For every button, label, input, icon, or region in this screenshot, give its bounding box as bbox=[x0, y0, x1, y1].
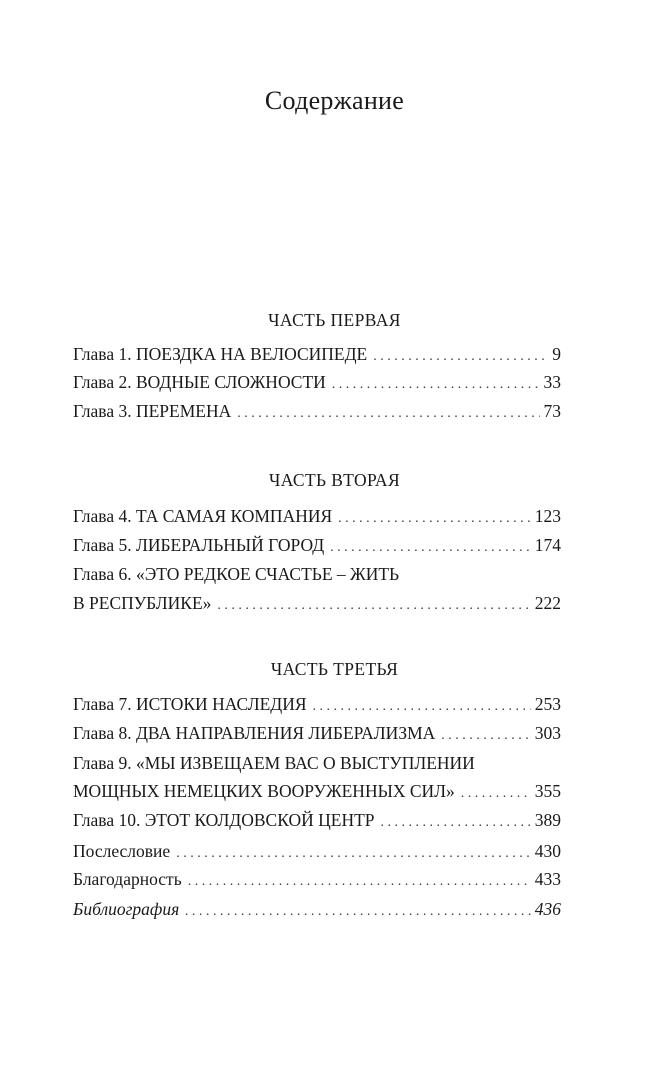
toc-entry-page: 430 bbox=[534, 841, 561, 861]
dot-leader bbox=[373, 346, 548, 368]
part-heading: ЧАСТЬ ТРЕТЬЯ bbox=[270, 659, 399, 679]
toc-entry-page: 33 bbox=[543, 372, 561, 392]
toc-entry bbox=[73, 592, 561, 617]
toc-entry-label: МОЩНЫХ НЕМЕЦКИХ ВООРУЖЕННЫХ СИЛ» bbox=[73, 781, 455, 801]
toc-entry-page: 174 bbox=[534, 535, 561, 555]
dot-leader bbox=[313, 696, 531, 718]
toc-entry-page: 123 bbox=[534, 506, 561, 526]
dot-leader bbox=[237, 403, 539, 425]
toc-entry bbox=[73, 534, 561, 559]
toc-entry-page: 253 bbox=[534, 694, 561, 714]
toc-entry-page: 303 bbox=[534, 723, 561, 743]
toc-entry-label: Глава 1. ПОЕЗДКА НА ВЕЛОСИПЕДЕ bbox=[73, 344, 368, 364]
toc-entry bbox=[73, 809, 561, 834]
toc-entry bbox=[73, 780, 561, 805]
toc-entry-page: 73 bbox=[543, 401, 561, 421]
toc-entry bbox=[73, 898, 561, 923]
toc-entry-label-line1: Глава 9. «МЫ ИЗВЕЩАЕМ ВАС О ВЫСТУПЛЕНИИ bbox=[73, 753, 475, 773]
toc-entry bbox=[73, 371, 561, 396]
toc-entry-label: Послесловие bbox=[73, 841, 171, 861]
toc-entry-page: 222 bbox=[534, 593, 561, 613]
dot-leader bbox=[185, 901, 531, 923]
dot-leader bbox=[338, 508, 531, 530]
toc-entry bbox=[73, 722, 561, 747]
toc-entry bbox=[73, 840, 561, 865]
dot-leader bbox=[461, 783, 531, 805]
toc-entry-page: 436 bbox=[534, 899, 561, 919]
dot-leader bbox=[188, 871, 531, 893]
toc-entry-label: Глава 3. ПЕРЕМЕНА bbox=[73, 401, 232, 421]
toc-entry bbox=[73, 343, 561, 368]
toc-entry-label: Глава 2. ВОДНЫЕ СЛОЖНОСТИ bbox=[73, 372, 326, 392]
toc-entry-page: 9 bbox=[552, 344, 561, 364]
toc-entry-label: Глава 7. ИСТОКИ НАСЛЕДИЯ bbox=[73, 694, 307, 714]
toc-entry-label: Глава 4. ТА САМАЯ КОМПАНИЯ bbox=[73, 506, 333, 526]
toc-entry-label: Глава 10. ЭТОТ КОЛДОВСКОЙ ЦЕНТР bbox=[73, 810, 375, 830]
toc-entry bbox=[73, 693, 561, 718]
toc-entry-label-line1: Глава 6. «ЭТО РЕДКОЕ СЧАСТЬЕ – ЖИТЬ bbox=[73, 564, 400, 584]
toc-entry-label: Библиография bbox=[73, 899, 180, 919]
toc-entry-label: Благодарность bbox=[73, 869, 182, 889]
toc-entry-page: 389 bbox=[534, 810, 561, 830]
dot-leader bbox=[381, 812, 531, 834]
dot-leader bbox=[330, 537, 531, 559]
toc-entry-label: Глава 8. ДВА НАПРАВЛЕНИЯ ЛИБЕРАЛИЗМА bbox=[73, 723, 436, 743]
dot-leader bbox=[332, 374, 540, 396]
page-title: Содержание bbox=[264, 86, 405, 115]
dot-leader bbox=[441, 725, 530, 747]
part-heading: ЧАСТЬ ПЕРВАЯ bbox=[268, 310, 401, 330]
toc-entry-page: 433 bbox=[534, 869, 561, 889]
toc-entry bbox=[73, 400, 561, 425]
toc-entry bbox=[73, 505, 561, 530]
toc-entry bbox=[73, 868, 561, 893]
toc-entry-label: Глава 5. ЛИБЕРАЛЬНЫЙ ГОРОД bbox=[73, 535, 325, 555]
part-heading: ЧАСТЬ ВТОРАЯ bbox=[268, 470, 401, 490]
dot-leader bbox=[217, 595, 530, 617]
toc-entry-page: 355 bbox=[534, 781, 561, 801]
toc-entry-label: В РЕСПУБЛИКЕ» bbox=[73, 593, 212, 613]
dot-leader bbox=[176, 843, 531, 865]
